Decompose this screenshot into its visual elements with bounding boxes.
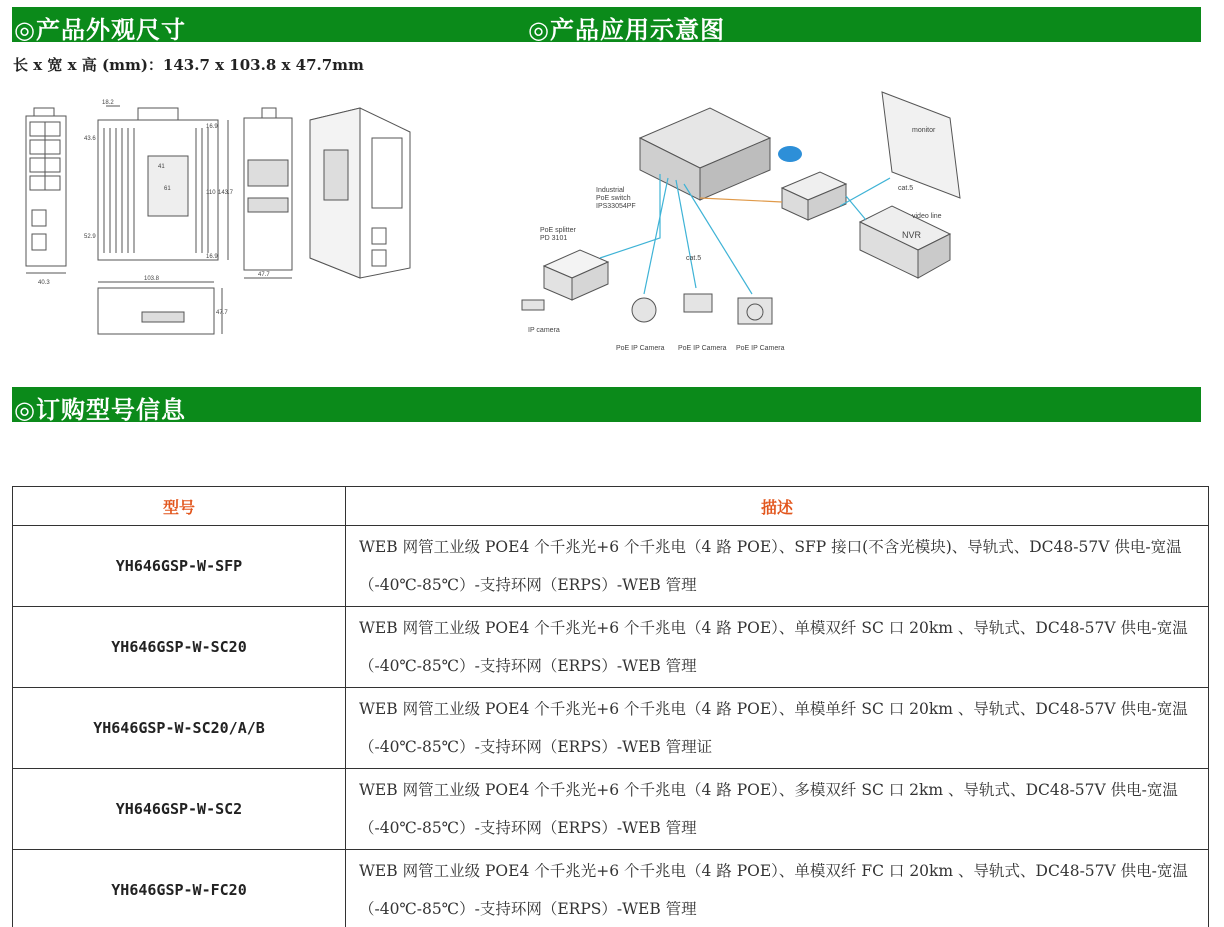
diagram-label: PoE IP Camera bbox=[678, 345, 727, 352]
table-row bbox=[13, 526, 1209, 607]
dim-label: 43.6 bbox=[84, 136, 96, 142]
section-title-application: ◎产品应用示意图 bbox=[528, 15, 725, 44]
desc-cell: WEB 网管工业级 POE4 个千兆光+6 个千兆电（4 路 POE）、单模双纤 SC 口 20km 、导轨式、DC48-57V 供电-宽温（-40℃-85℃）-支持环网（ERPS）-WEB 管理 bbox=[346, 607, 1209, 688]
table-row bbox=[13, 688, 1209, 769]
diagram-label: PD 3101 bbox=[540, 235, 568, 242]
desc-cell: WEB 网管工业级 POE4 个千兆光+6 个千兆电（4 路 POE）、SFP 接口(不含光模块)、导轨式、DC48-57V 供电-宽温（-40℃-85℃）-支持环网（ERPS）-WEB 管理 bbox=[346, 526, 1209, 607]
dim-label: 18.2 bbox=[102, 100, 114, 106]
desc-cell: WEB 网管工业级 POE4 个千兆光+6 个千兆电（4 路 POE）、单模双纤 FC 口 20km 、导轨式、DC48-57V 供电-宽温（-40℃-85℃）-支持环网（ERPS）-WEB 管理 bbox=[346, 850, 1209, 927]
table-row bbox=[13, 607, 1209, 688]
dimension-drawing bbox=[20, 98, 420, 338]
diagram-label: Industrial bbox=[596, 187, 625, 194]
section-header-bar bbox=[12, 7, 1201, 42]
ordering-table bbox=[12, 486, 1209, 927]
dim-label: 16.9 bbox=[206, 254, 218, 260]
dim-label: 110 bbox=[206, 190, 216, 196]
column-header-model: 型号 bbox=[13, 487, 346, 526]
model-cell: YH646GSP-W-FC20 bbox=[13, 850, 346, 927]
diagram-label: IPS33054PF bbox=[596, 203, 636, 210]
dimensions-text: 长 x 宽 x 高 (mm)：143.7 x 103.8 x 47.7mm bbox=[13, 56, 364, 74]
diagram-label: PoE IP Camera bbox=[736, 345, 785, 352]
section-title-dimensions: ◎产品外观尺寸 bbox=[14, 15, 186, 44]
dim-label: 47.7 bbox=[258, 272, 270, 278]
model-cell: YH646GSP-W-SFP bbox=[13, 526, 346, 607]
desc-cell: WEB 网管工业级 POE4 个千兆光+6 个千兆电（4 路 POE）、单模单纤 SC 口 20km 、导轨式、DC48-57V 供电-宽温（-40℃-85℃）-支持环网（ERPS）-WEB 管理证 bbox=[346, 688, 1209, 769]
table-header-row bbox=[13, 487, 1209, 526]
dim-label: 61 bbox=[164, 186, 171, 192]
model-cell: YH646GSP-W-SC20/A/B bbox=[13, 688, 346, 769]
dim-label: 103.8 bbox=[144, 276, 160, 282]
table-row bbox=[13, 769, 1209, 850]
dimension-drawing-svg bbox=[20, 98, 420, 338]
dim-label: 52.9 bbox=[84, 234, 96, 240]
application-diagram-svg bbox=[520, 88, 980, 358]
dim-label: 47.7 bbox=[216, 310, 228, 316]
desc-cell: WEB 网管工业级 POE4 个千兆光+6 个千兆电（4 路 POE）、多模双纤 SC 口 2km 、导轨式、DC48-57V 供电-宽温（-40℃-85℃）-支持环网（ERPS）-WEB 管理 bbox=[346, 769, 1209, 850]
diagram-label: PoE IP Camera bbox=[616, 345, 665, 352]
diagram-label: PoE switch bbox=[596, 195, 631, 202]
model-cell: YH646GSP-W-SC2 bbox=[13, 769, 346, 850]
diagram-label: IP camera bbox=[528, 327, 560, 334]
dim-label: 16.9 bbox=[206, 124, 218, 130]
dim-label: 40.3 bbox=[38, 280, 50, 286]
diagram-label: PoE splitter bbox=[540, 227, 576, 234]
section-header-bar bbox=[12, 387, 1201, 422]
dim-label: 41 bbox=[158, 164, 165, 170]
diagram-label: cat.5 bbox=[898, 185, 914, 192]
diagram-label: NVR bbox=[902, 230, 922, 240]
diagram-label: video line bbox=[912, 213, 942, 220]
model-cell: YH646GSP-W-SC20 bbox=[13, 607, 346, 688]
table-row bbox=[13, 850, 1209, 927]
diagram-label: monitor bbox=[912, 127, 936, 134]
diagram-label: cat.5 bbox=[686, 255, 702, 262]
dim-label: 143.7 bbox=[218, 190, 234, 196]
application-diagram bbox=[520, 88, 980, 358]
section-title-ordering: ◎订购型号信息 bbox=[14, 395, 186, 424]
column-header-desc: 描述 bbox=[346, 487, 1209, 526]
